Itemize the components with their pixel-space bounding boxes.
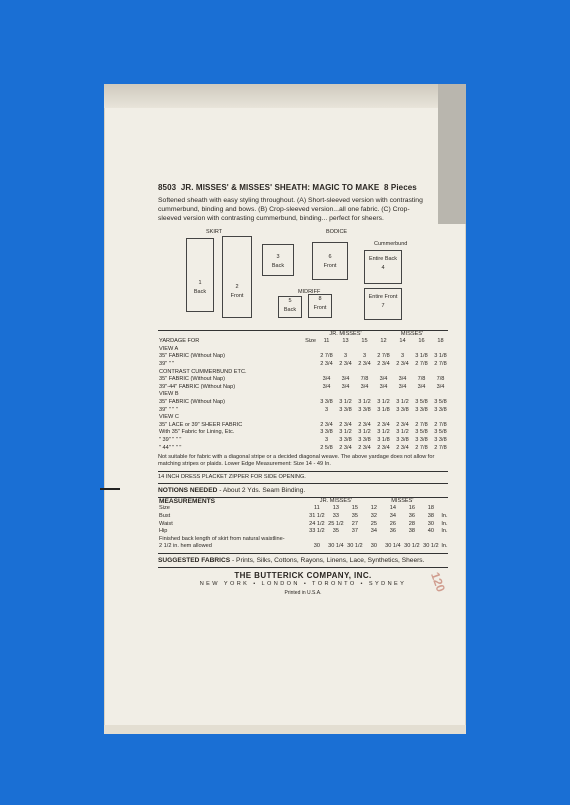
cell-value: 3 3/8: [396, 406, 409, 413]
cell-value: [336, 391, 355, 399]
cell-value: [402, 536, 421, 544]
cell-value: 3 1/2: [377, 429, 390, 436]
cell-value: 3 5/8: [434, 398, 447, 405]
size-col: 14: [399, 338, 406, 345]
cell-value: 31 1/2: [309, 512, 325, 519]
cell-value: 2 3/4: [396, 360, 409, 367]
cell-value: 32: [370, 512, 377, 519]
unit-label: [440, 536, 450, 544]
size-col: 15: [361, 338, 368, 345]
divider: [158, 471, 448, 472]
cell-value: 3 5/8: [415, 429, 428, 436]
row-label: VIEW A: [159, 345, 179, 352]
cell-value: 2 7/8: [434, 360, 447, 367]
yardage-row: [158, 437, 450, 445]
cell-value: [355, 369, 374, 377]
row-label: 39" " " ": [159, 406, 178, 413]
cell-value: 3 1/2: [396, 398, 409, 405]
cell-value: 3/4: [379, 383, 388, 390]
cell-value: [412, 369, 431, 377]
yardage-row: [158, 361, 450, 369]
cell-value: 3/4: [322, 383, 331, 390]
cell-value: 2 3/4: [339, 421, 352, 428]
pattern-title: JR. MISSES' & MISSES' SHEATH: MAGIC TO MAKE: [180, 183, 380, 192]
cell-value: 36: [408, 512, 415, 519]
cell-value: 3 1/8: [434, 353, 447, 360]
unit-label: In.: [441, 520, 448, 527]
cell-value: [412, 414, 431, 422]
cell-value: 3/4: [322, 376, 331, 383]
unit-label: In.: [441, 528, 448, 535]
skirt-label: SKIRT: [206, 228, 223, 235]
unit-label: In.: [441, 543, 448, 550]
size-label: Size: [305, 338, 316, 345]
cell-value: 3 3/8: [415, 406, 428, 413]
size-col: 16: [418, 338, 425, 345]
unit-label: [440, 505, 450, 513]
envelope-bottom-edge: [104, 725, 466, 734]
cummerbund-label: Cummerbund: [374, 240, 408, 247]
cell-value: 2 3/4: [396, 444, 409, 451]
cell-value: 3/4: [436, 383, 445, 390]
cell-value: 27: [351, 520, 358, 527]
cell-value: 3 3/8: [339, 406, 352, 413]
fabrics-section: [158, 556, 448, 565]
cell-value: 3 1/2: [339, 398, 352, 405]
divider: [158, 553, 448, 554]
divider: [158, 567, 448, 568]
misses-measure-header: MISSES': [391, 497, 414, 504]
row-label: 35" FABRIC (Without Nap): [159, 398, 226, 405]
bodice-label: BODICE: [326, 228, 348, 235]
measurement-row: [158, 528, 450, 536]
cell-value: 3 3/8: [358, 406, 371, 413]
measurement-row: [158, 505, 450, 513]
row-label: Waist: [159, 520, 173, 527]
cell-value: [393, 369, 412, 377]
cell-value: 3 1/8: [415, 353, 428, 360]
cell-value: 33 1/2: [309, 528, 325, 535]
cell-value: 3 1/2: [358, 429, 371, 436]
cell-value: 11: [313, 505, 320, 512]
pattern-pieces-diagram: [158, 228, 448, 328]
measurement-row: [158, 543, 450, 551]
cell-value: [383, 536, 402, 544]
fabrics-text: - Prints, Silks, Cottons, Rayons, Linens, Lace, Synthetics, Sheers.: [232, 556, 425, 564]
cell-value: 2 3/4: [377, 360, 390, 367]
cell-value: 2 3/4: [377, 421, 390, 428]
cell-value: [317, 391, 336, 399]
cell-value: 30 1/2: [404, 543, 420, 550]
cell-value: 2 7/8: [377, 353, 390, 360]
cell-value: 25 1/2: [328, 520, 344, 527]
row-label: With 35" Fabric for Lining, Etc.: [159, 429, 235, 436]
cell-value: 16: [408, 505, 415, 512]
cell-value: [336, 414, 355, 422]
cell-value: 28: [408, 520, 415, 527]
envelope-flap: [104, 84, 466, 108]
row-label: 35" LACE or 39" SHEER FABRIC: [159, 421, 243, 428]
cell-value: [364, 536, 383, 544]
cell-value: 7/8: [417, 376, 426, 383]
cell-value: [355, 391, 374, 399]
cell-value: [317, 369, 336, 377]
cell-value: [336, 369, 355, 377]
printed-in: Printed in U.S.A.: [284, 589, 322, 596]
row-label: VIEW C: [159, 414, 179, 421]
yardage-row: [158, 407, 450, 415]
measurement-row: [158, 513, 450, 521]
cell-value: 3: [324, 406, 329, 413]
cell-value: 30 1/2: [423, 543, 439, 550]
cell-value: [374, 369, 393, 377]
cell-value: 3: [400, 353, 405, 360]
cell-value: [326, 536, 345, 544]
cell-value: 2 7/8: [415, 421, 428, 428]
cell-value: [412, 391, 431, 399]
cummerbund-front-piece: Entire Front 7: [364, 288, 402, 320]
cell-value: 24 1/2: [309, 520, 325, 527]
row-label: 35" FABRIC (Without Nap): [159, 376, 226, 383]
cell-value: 2 7/8: [320, 353, 333, 360]
divider: [158, 483, 448, 484]
unit-label: In.: [441, 512, 448, 519]
cell-value: 3 1/2: [396, 429, 409, 436]
measurement-row: [158, 521, 450, 529]
yardage-note: Not suitable for fabric with a diagonal stripe or a decided diagonal weave. The above yardage does not allow for matching stripes or plaids. Lower Edge Measurement: Size 14 - 49 In.: [158, 454, 435, 468]
cell-value: 3 3/8: [396, 436, 409, 443]
cell-value: 2 7/8: [434, 421, 447, 428]
pattern-description: Softened sheath with easy styling throughout. (A) Short-sleeved version with contrasting cummerbund, binding and bows. (B) Crop-sleeved version...all one fabric. (C) Crop-sleeved version with contrasting cummerbund, binding... perfect for sheers.: [158, 197, 423, 223]
cell-value: 12: [370, 505, 377, 512]
bodice-back-piece: 3 Back: [262, 244, 294, 276]
midriff-label: MIDRIFF: [298, 288, 321, 295]
cell-value: 2 7/8: [434, 444, 447, 451]
size-col: 13: [342, 338, 349, 345]
cell-value: 34: [389, 512, 396, 519]
jr-misses-header: JR. MISSES': [329, 330, 362, 337]
cell-value: 3: [362, 353, 367, 360]
cell-value: [374, 346, 393, 354]
cell-value: 3 3/8: [320, 429, 333, 436]
cell-value: 2 3/4: [339, 444, 352, 451]
cell-value: [374, 391, 393, 399]
cell-value: 2 3/4: [358, 360, 371, 367]
cell-value: 3 1/8: [377, 406, 390, 413]
cummerbund-back-piece: Entire Back 4: [364, 250, 402, 284]
cell-value: 26: [389, 520, 396, 527]
company-cities: NEW YORK • LONDON • TORONTO • SYDNEY: [199, 580, 407, 587]
jr-misses-measure-header: JR. MISSES': [319, 497, 352, 504]
piece-count: 8 Pieces: [384, 183, 417, 192]
cell-value: 3 1/8: [377, 436, 390, 443]
cell-value: 30 1/2: [347, 543, 363, 550]
cell-value: 30: [313, 543, 320, 550]
cell-value: [431, 391, 450, 399]
yardage-row: [158, 391, 450, 399]
misses-header: MISSES': [400, 330, 424, 337]
cell-value: 3 1/2: [358, 398, 371, 405]
cell-value: 3: [343, 353, 348, 360]
cell-value: [393, 414, 412, 422]
price-stamp: 120: [428, 570, 449, 594]
cell-value: 38: [427, 512, 434, 519]
cell-value: 3 3/8: [434, 406, 447, 413]
cell-value: [421, 536, 440, 544]
cell-value: 2 3/4: [339, 360, 352, 367]
cell-value: [431, 369, 450, 377]
cell-value: 3 3/8: [415, 436, 428, 443]
measurement-row: [158, 536, 450, 544]
cell-value: [431, 346, 450, 354]
yardage-row: [158, 414, 450, 422]
cell-value: [431, 414, 450, 422]
notions-text: - About 2 Yds. Seam Binding.: [219, 486, 306, 494]
cell-value: 33: [332, 512, 339, 519]
cell-value: [307, 536, 326, 544]
cell-value: 3: [324, 436, 329, 443]
cell-value: 30: [370, 543, 377, 550]
row-label: 39" " ": [159, 360, 175, 367]
yardage-row: [158, 369, 450, 377]
measurements-table: [158, 498, 450, 551]
cell-value: 25: [370, 520, 377, 527]
cell-value: [374, 414, 393, 422]
cell-value: [317, 346, 336, 354]
zipper-note: 14 INCH DRESS PLACKET ZIPPER FOR SIDE OPENING.: [158, 473, 306, 480]
skirt-front-piece: 2 Front: [222, 236, 252, 318]
cell-value: 3 3/8: [320, 398, 333, 405]
cell-value: [345, 536, 364, 544]
cell-value: 3/4: [341, 383, 350, 390]
bodice-front-piece: 6 Front: [312, 242, 348, 280]
row-label: VIEW B: [159, 391, 179, 398]
yardage-row: [158, 445, 450, 453]
cell-value: 3 5/8: [415, 398, 428, 405]
row-label: Finished back length of skirt from natural waistline-: [159, 535, 285, 542]
cell-value: 30 1/4: [385, 543, 401, 550]
cell-value: 7/8: [436, 376, 445, 383]
pattern-back: [158, 183, 448, 598]
cell-value: 40: [427, 528, 434, 535]
cell-value: 3/4: [379, 376, 388, 383]
cell-value: 7/8: [360, 376, 369, 383]
edge-mark: [100, 488, 120, 490]
yardage-row: [158, 422, 450, 430]
cell-value: 2 7/8: [415, 444, 428, 451]
yardage-row: [158, 429, 450, 437]
cell-value: 3/4: [398, 376, 407, 383]
cell-value: 2 3/4: [396, 421, 409, 428]
cell-value: 3/4: [417, 383, 426, 390]
cell-value: 36: [389, 528, 396, 535]
cell-value: 3 1/2: [377, 398, 390, 405]
pattern-number: 8503: [158, 183, 177, 192]
cell-value: 3 1/2: [339, 429, 352, 436]
cell-value: 2 3/4: [358, 444, 371, 451]
row-label: CONTRAST CUMMERBUND ETC.: [159, 368, 247, 375]
cell-value: [336, 346, 355, 354]
cell-value: 3 3/8: [434, 436, 447, 443]
pattern-header: [158, 183, 448, 192]
size-col: 11: [323, 338, 330, 345]
cell-value: [317, 414, 336, 422]
cell-value: 3/4: [398, 383, 407, 390]
cell-value: 34: [370, 528, 377, 535]
row-label: " 44" " " ": [159, 444, 182, 451]
cell-value: 35: [351, 512, 358, 519]
size-col: 18: [437, 338, 444, 345]
row-label: 2 1/2 in. hem allowed: [159, 543, 212, 550]
yardage-row: [158, 384, 450, 392]
row-label: 39"-44" FABRIC (Without Nap): [159, 383, 236, 390]
yardage-table: [158, 331, 450, 453]
cell-value: 37: [351, 528, 358, 535]
yardage-row: [158, 399, 450, 407]
cell-value: 2 7/8: [415, 360, 428, 367]
yardage-row: [158, 376, 450, 384]
cell-value: [355, 346, 374, 354]
cell-value: 3/4: [360, 383, 369, 390]
cell-value: 30: [427, 520, 434, 527]
row-label: Size: [159, 505, 170, 512]
row-label: " 39" " " ": [159, 436, 182, 443]
cell-value: 15: [351, 505, 358, 512]
cell-value: 2 5/8: [320, 444, 333, 451]
midriff-back-piece: 5 Back: [278, 296, 302, 318]
company-name: THE BUTTERICK COMPANY, INC.: [234, 570, 372, 580]
cell-value: [393, 391, 412, 399]
yardage-for-label: YARDAGE FOR: [159, 338, 200, 345]
cell-value: 2 3/4: [377, 444, 390, 451]
yardage-row: [158, 353, 450, 361]
row-label: 35" FABRIC (Without Nap): [159, 353, 226, 360]
notions-section: [158, 486, 448, 495]
cell-value: [355, 414, 374, 422]
cell-value: 3 5/8: [434, 429, 447, 436]
notions-label: NOTIONS NEEDED: [158, 486, 218, 494]
skirt-back-piece: 1 Back: [186, 238, 214, 312]
cell-value: 2 3/4: [320, 360, 333, 367]
row-label: Hip: [159, 528, 168, 535]
cell-value: 38: [408, 528, 415, 535]
cell-value: [412, 346, 431, 354]
size-col: 12: [380, 338, 387, 345]
measurements-label: MEASUREMENTS: [159, 497, 216, 505]
cell-value: 3 3/8: [358, 436, 371, 443]
row-label: Bust: [159, 512, 171, 519]
cell-value: 2 3/4: [358, 421, 371, 428]
fabrics-label: SUGGESTED FABRICS: [158, 556, 231, 564]
cell-value: 14: [389, 505, 396, 512]
cell-value: 3 3/8: [339, 436, 352, 443]
cell-value: 2 3/4: [320, 421, 333, 428]
cell-value: 30 1/4: [328, 543, 344, 550]
midriff-front-piece: 8 Front: [308, 294, 332, 318]
yardage-row: [158, 346, 450, 354]
cell-value: [393, 346, 412, 354]
cell-value: 18: [427, 505, 434, 512]
cell-value: 35: [332, 528, 339, 535]
cell-value: 3/4: [341, 376, 350, 383]
cell-value: 13: [332, 505, 339, 512]
